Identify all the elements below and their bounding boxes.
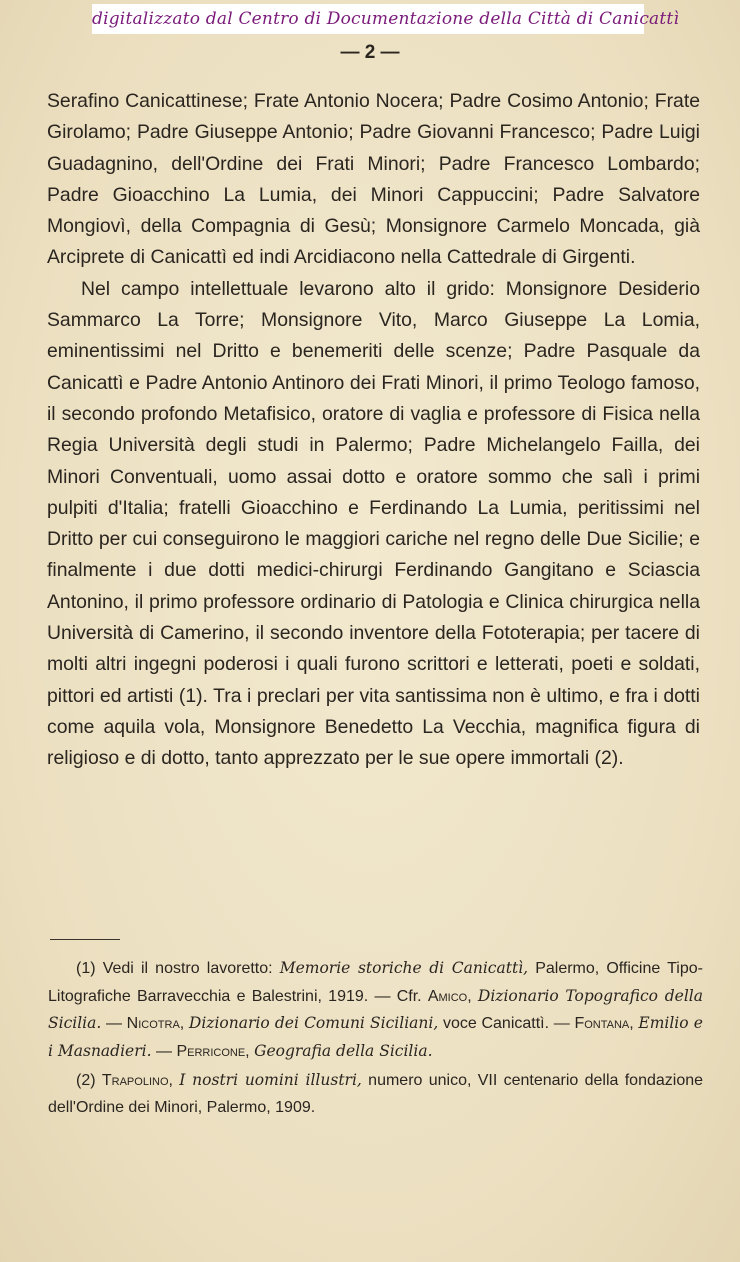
footnote-1-title-5: Geografia della Sicilia. xyxy=(254,1041,433,1060)
footnote-2-marker: (2) xyxy=(76,1072,96,1089)
main-text xyxy=(47,86,700,775)
footnote-1-marker: (1) xyxy=(76,960,96,977)
footnote-1-title-2: Dizionario Topografico della Sicilia. xyxy=(48,986,703,1032)
footnote-2-text: numero unico, VII centenario della fondazione dell'Ordine dei Minori, Palermo, 1909. xyxy=(48,1072,704,1116)
footnote-1-author-4: Perricone, xyxy=(176,1042,250,1060)
page-number: — 2 — xyxy=(340,42,400,63)
footnote-2 xyxy=(48,1067,703,1121)
footnote-1-title-3: Dizionario dei Comuni Siciliani, xyxy=(188,1014,439,1032)
digitization-watermark: digitalizzato dal Centro di Documentazione della Città di Canicattì xyxy=(92,4,644,34)
footnote-1-title-1: Memorie storiche di Canicattì, xyxy=(279,959,529,977)
footnote-1-author-3: Fontana, xyxy=(574,1015,634,1032)
footnote-1-intro: Vedi il nostro lavoretto: xyxy=(102,960,273,977)
footnote-1-title-4: Emilio e i Masnadieri. xyxy=(48,1014,703,1060)
footnote-2-author: Trapolino, xyxy=(101,1072,173,1089)
footnote-1 xyxy=(48,955,703,1065)
paragraph-2: Nel campo intellettuale levarono alto il grido: Monsignore Desiderio Sammarco La Torre; Monsignore Vito, Marco Giuseppe La Lomia, eminentissimi nel Dritto e benemeriti delle scenze; Padre Pasquale da Canicattì e Padre Antonio Antinoro dei Frati Minori, il primo Teologo famoso, il secondo profondo Metafisico, oratore di vaglia e professore di Fisica nella Regia Università degli studi in Palermo; Padre Michelangelo Failla, dei Minori Conventuali, uomo assai dotto e oratore sommo che salì i primi pulpiti d'Italia; fratelli Gioacchino e Ferdinando La Lumia, peritissimi nel Dritto per cui conseguirono le maggiori cariche nel regno delle Due Sicilie; e finalmente i due dotti medici-chirurgi Ferdinando Gangitano e Sciascia Antonino, il primo professore ordinario di Patologia e Clinica chirurgica nella Università di Camerino, il secondo inventore della Fototerapia; per tacere di molti altri ingegni poderosi i quali furono scrittori e letterati, poeti e soldati, pittori ed artisti (1). Tra i preclari per vita santissima non è ultimo, e fra i dotti come aquila vola, Monsignore Benedetto La Vecchia, magnifica figura di religioso e di dotto, tanto apprezzato per le sue opere immortali (2). xyxy=(47,277,700,770)
footnote-2-title: I nostri uomini illustri, xyxy=(179,1071,362,1089)
footnote-1-author-2: Nicotra, xyxy=(126,1015,185,1032)
footnote-1-dash-2: — xyxy=(155,1042,172,1060)
footnote-1-text-2: voce Canicattì. — xyxy=(442,1015,570,1032)
footnote-1-dash-1: — xyxy=(105,1015,122,1032)
footnote-1-text-1: Palermo, Officine Tipo-Litografiche Barravecchia e Balestrini, 1919. — Cfr. xyxy=(48,960,703,1005)
footnotes xyxy=(48,955,703,1121)
footnote-1-author-1: Amico, xyxy=(427,987,472,1005)
footnote-separator xyxy=(50,939,120,940)
paragraph-1: Serafino Canicattinese; Frate Antonio Nocera; Padre Cosimo Antonio; Frate Girolamo; Padre Giuseppe Antonio; Padre Giovanni Francesco; Padre Luigi Guadagnino, dell'Ordine dei Frati Minori; Padre Francesco Lombardo; Padre Gioacchino La Lumia, dei Minori Cappuccini; Padre Salvatore Mongiovì, della Compagnia di Gesù; Monsignore Carmelo Moncada, già Arciprete di Canicattì ed indi Arcidiacono nella Cattedrale di Girgenti. xyxy=(47,90,700,269)
